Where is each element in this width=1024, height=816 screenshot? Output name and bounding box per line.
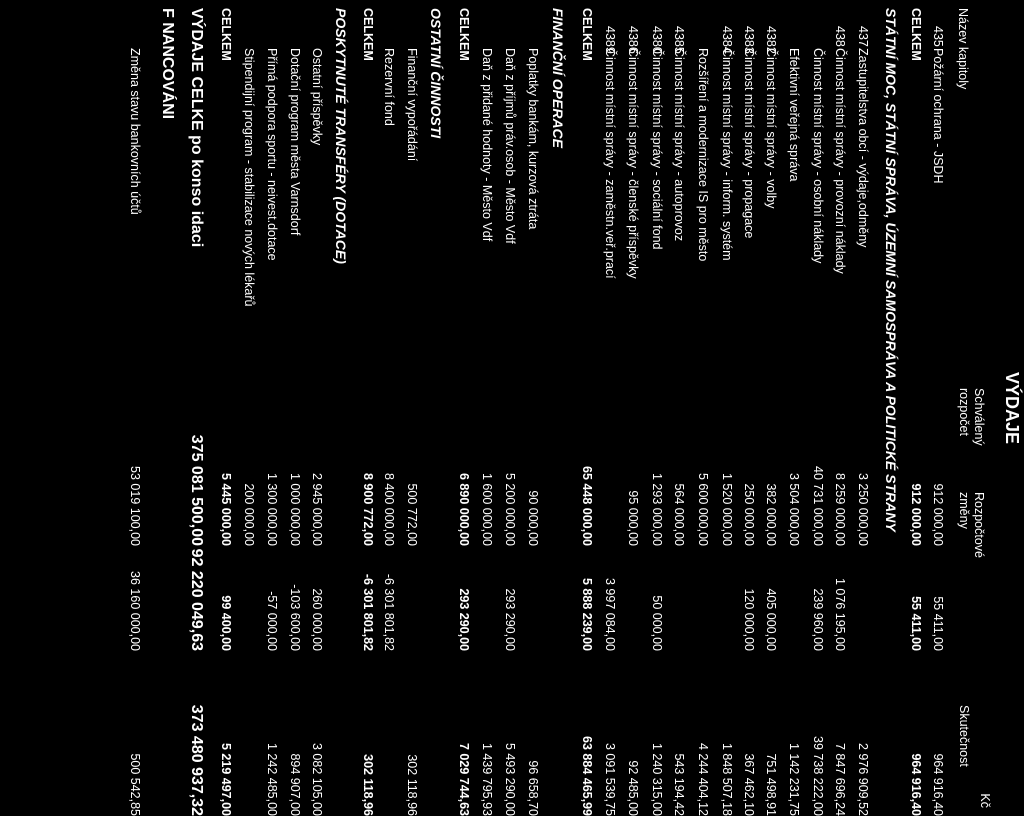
actual-cell: 964 916,40 (909, 753, 923, 816)
actual-cell: 3 082 105,00 (310, 743, 324, 816)
approved-cell: 1 520 000,00 (720, 473, 734, 546)
code-cell: 4384 (720, 26, 734, 54)
table-row (599, 0, 621, 816)
changes-cell: 260 000,00 (310, 588, 324, 651)
table-row (783, 0, 805, 816)
changes-cell: 5 888 239,00 (580, 578, 594, 651)
changes-cell: 293 290,00 (503, 588, 517, 651)
table-row (692, 0, 714, 816)
name-cell: Činnost místní správy - zaměstn.veř.prací (603, 48, 617, 279)
approved-cell: 2 945 000,00 (310, 473, 324, 546)
table-row (124, 0, 146, 816)
name-cell: Činnost místní správy - inform. systém (720, 48, 734, 261)
name-cell: Daň z přidané hodnoty - Město Vdf (480, 48, 494, 242)
name-cell: Poplatky bankám, kurzová ztráta (526, 48, 540, 230)
name-cell: Činnost místní správy - autoprovoz (672, 48, 686, 242)
name-cell: Stipendijní program - stabilizace nových lékařů (242, 48, 256, 307)
approved-cell: 5 445 000,00 (219, 473, 233, 546)
name-cell: Činnost místní správy - členské příspěvky (626, 48, 640, 279)
table-row (499, 0, 521, 816)
table-row (927, 0, 949, 816)
actual-cell: 1 439 795,93 (480, 743, 494, 816)
table-row (668, 0, 690, 816)
code-cell: 4383 (742, 26, 756, 54)
actual-cell: 367 462,10 (742, 753, 756, 816)
approved-cell: 564 000,00 (672, 483, 686, 546)
table-row (880, 0, 902, 816)
name-cell: Změna stavu bankovních účtů (128, 48, 142, 215)
actual-cell: 894 907,00 (288, 753, 302, 816)
currency-label: Kč (978, 793, 992, 808)
actual-cell: 1 242 485,00 (265, 743, 279, 816)
actual-cell: 302 118,96 (361, 754, 375, 816)
approved-cell: 3 504 000,00 (787, 473, 801, 546)
approved-cell: 912 000,00 (909, 483, 923, 546)
table-row (215, 0, 237, 816)
approved-cell: 500 772,00 (405, 483, 419, 546)
name-cell: CELKEM (219, 8, 233, 61)
actual-cell: 500 542,85 (128, 753, 142, 816)
approved-cell: 8 900 772,00 (361, 473, 375, 546)
header-actual: Skutečnost (957, 705, 971, 767)
table-row (622, 0, 644, 816)
table-row (829, 0, 851, 816)
changes-cell: 239 960,00 (811, 588, 825, 651)
name-cell: Daň z příjmů práv.osob - Město Vdf (503, 48, 517, 244)
code-cell: 438 (833, 26, 847, 47)
name-cell: Činnost místní správy - osobní náklady (811, 48, 825, 264)
approved-cell: 5 200 000,00 (503, 473, 517, 546)
changes-cell: -57 000,00 (265, 591, 279, 651)
changes-cell: -103 600,00 (288, 584, 302, 651)
changes-cell: -6 301 801,82 (382, 573, 396, 651)
table-row (576, 0, 598, 816)
actual-cell: 751 498,91 (764, 753, 778, 816)
header-approved-2: rozpočet (957, 388, 971, 436)
header-changes-1: Rozpočtové (972, 492, 986, 559)
table-row (905, 0, 927, 816)
name-cell: CELKEM (457, 8, 471, 61)
name-cell: Ostatní příspěvky (310, 48, 324, 146)
approved-cell: 1 600 000,00 (480, 473, 494, 546)
table-row (476, 0, 498, 816)
actual-cell: 5 219 497,00 (219, 743, 233, 816)
approved-cell: 375 081 500,00 (188, 434, 205, 546)
table-row (238, 0, 260, 816)
table-row (284, 0, 306, 816)
actual-cell: 39 738 222,00 (811, 736, 825, 816)
page-title: VÝDAJE (1002, 371, 1022, 445)
table-row (453, 0, 475, 816)
name-cell: Požární ochrana - JSDH (931, 48, 945, 184)
changes-cell: 1 076 195,00 (833, 578, 847, 651)
table-row (261, 0, 283, 816)
name-cell: CELKEM (580, 8, 594, 61)
table-row (716, 0, 738, 816)
name-cell: CELKEM (361, 8, 375, 61)
name-cell: Efektivní veřejná správa (787, 48, 801, 182)
table-row (646, 0, 668, 816)
table-row (522, 0, 544, 816)
table-row (807, 0, 829, 816)
actual-cell: 5 493 290,00 (503, 743, 517, 816)
header-approved-1: Schválený (972, 388, 986, 446)
name-cell: Rezervní fond (382, 48, 396, 126)
name-cell: STÁTNÍ MOC, STÁTNÍ SPRÁVA, ÚZEMNÍ SAMOSPRÁVA A POLITICKÉ STRANY (883, 8, 899, 532)
approved-cell: 6 890 000,00 (457, 473, 471, 546)
actual-cell: 7 847 696,24 (833, 743, 847, 816)
actual-cell: 1 142 231,75 (787, 743, 801, 816)
code-cell: 4385 (672, 26, 686, 54)
approved-cell: 200 000,00 (242, 483, 256, 546)
name-cell: OSTATNÍ ČINNOSTI (428, 8, 444, 139)
actual-cell: 92 485,00 (626, 760, 640, 816)
approved-cell: 95 000,00 (626, 490, 640, 546)
actual-cell: 543 194,42 (672, 753, 686, 816)
actual-cell: 373 480 937,32 (188, 704, 205, 816)
table-row (547, 0, 569, 816)
changes-cell: 405 000,00 (764, 588, 778, 651)
changes-cell: 3 997 084,00 (603, 578, 617, 651)
actual-cell: 4 244 404,12 (696, 743, 710, 816)
table-header (952, 0, 992, 816)
changes-cell: 55 411,00 (909, 596, 923, 651)
name-cell: F NANCOVÁNI (159, 8, 176, 120)
changes-cell: 50 000,00 (650, 595, 664, 651)
approved-cell: 382 000,00 (764, 483, 778, 546)
name-cell: Finanční vypořádání (405, 48, 419, 162)
approved-cell: 8 259 000,00 (833, 473, 847, 546)
name-cell: Rozšíření a modernizace IS pro město (696, 48, 710, 262)
actual-cell: 3 091 539,75 (603, 743, 617, 816)
header-name: Název kapitoly (956, 8, 970, 90)
table-row (330, 0, 352, 816)
actual-cell: 2 976 909,52 (856, 743, 870, 816)
actual-cell: 63 884 465,99 (580, 736, 594, 816)
table-row (852, 0, 874, 816)
changes-cell: 55 411,00 (931, 596, 945, 651)
name-cell: Činnost místní správy - propagace (742, 48, 756, 239)
approved-cell: 1 000 000,00 (288, 473, 302, 546)
table-row (357, 0, 379, 816)
name-cell: Činnost místní správy - provozní náklady (833, 48, 847, 274)
name-cell: VÝDAJE CELKE po konso idaci (188, 8, 205, 248)
approved-cell: 40 731 000,00 (811, 466, 825, 546)
table-row (401, 0, 423, 816)
name-cell: Činnost místní správy - volby (764, 48, 778, 209)
name-cell: POSKYTNUTÉ TRANSFÉRY (DOTACE) (333, 8, 349, 264)
name-cell: CELKEM (909, 8, 923, 61)
table-row (425, 0, 447, 816)
table-row (306, 0, 328, 816)
code-cell: 4386 (626, 26, 640, 54)
actual-cell: 964 916,40 (931, 753, 945, 816)
code-cell: 4382 (764, 26, 778, 54)
code-cell: 435 (931, 26, 945, 47)
changes-cell: 293 290,00 (457, 588, 471, 651)
name-cell: Zastupitelstva obcí - výdaje,odměny (856, 48, 870, 248)
approved-cell: 53 019 100,00 (128, 466, 142, 546)
actual-cell: 7 029 744,63 (457, 743, 471, 816)
approved-cell: 8 400 000,00 (382, 473, 396, 546)
actual-cell: 302 118,96 (405, 754, 419, 816)
changes-cell: 120 000,00 (742, 588, 756, 651)
table-row (156, 0, 178, 816)
changes-cell: 36 160 000,00 (128, 571, 142, 651)
name-cell: Činnost místní správy - sociální fond (650, 48, 664, 250)
header-changes-2: změny (957, 492, 971, 529)
table-row (378, 0, 400, 816)
name-cell: Dotační program města Varnsdorf (288, 48, 302, 236)
name-cell: FINANČNÍ OPERACE (550, 8, 566, 149)
code-cell: 437 (856, 26, 870, 47)
code-cell: 4389 (603, 26, 617, 54)
table-row (760, 0, 782, 816)
table-row (738, 0, 760, 816)
name-cell: Přímá podpora sportu - neivest.dotace (265, 48, 279, 261)
approved-cell: 1 293 000,00 (650, 473, 664, 546)
approved-cell: 1 300 000,00 (265, 473, 279, 546)
changes-cell: 99 400,00 (219, 595, 233, 651)
actual-cell: 1 848 507,18 (720, 743, 734, 816)
approved-cell: 5 600 000,00 (696, 473, 710, 546)
code-cell: 4380 (650, 26, 664, 54)
approved-cell: 90 000,00 (526, 490, 540, 546)
actual-cell: 96 658,70 (526, 760, 540, 816)
approved-cell: 912 000,00 (931, 483, 945, 546)
changes-cell: -6 301 801,82 (361, 573, 375, 651)
table-row (185, 0, 207, 816)
approved-cell: 65 448 000,00 (580, 466, 594, 546)
approved-cell: 3 250 000,00 (856, 473, 870, 546)
approved-cell: 250 000,00 (742, 483, 756, 546)
actual-cell: 1 240 315,00 (650, 743, 664, 816)
changes-cell: 92 220 049,63 (188, 548, 205, 651)
